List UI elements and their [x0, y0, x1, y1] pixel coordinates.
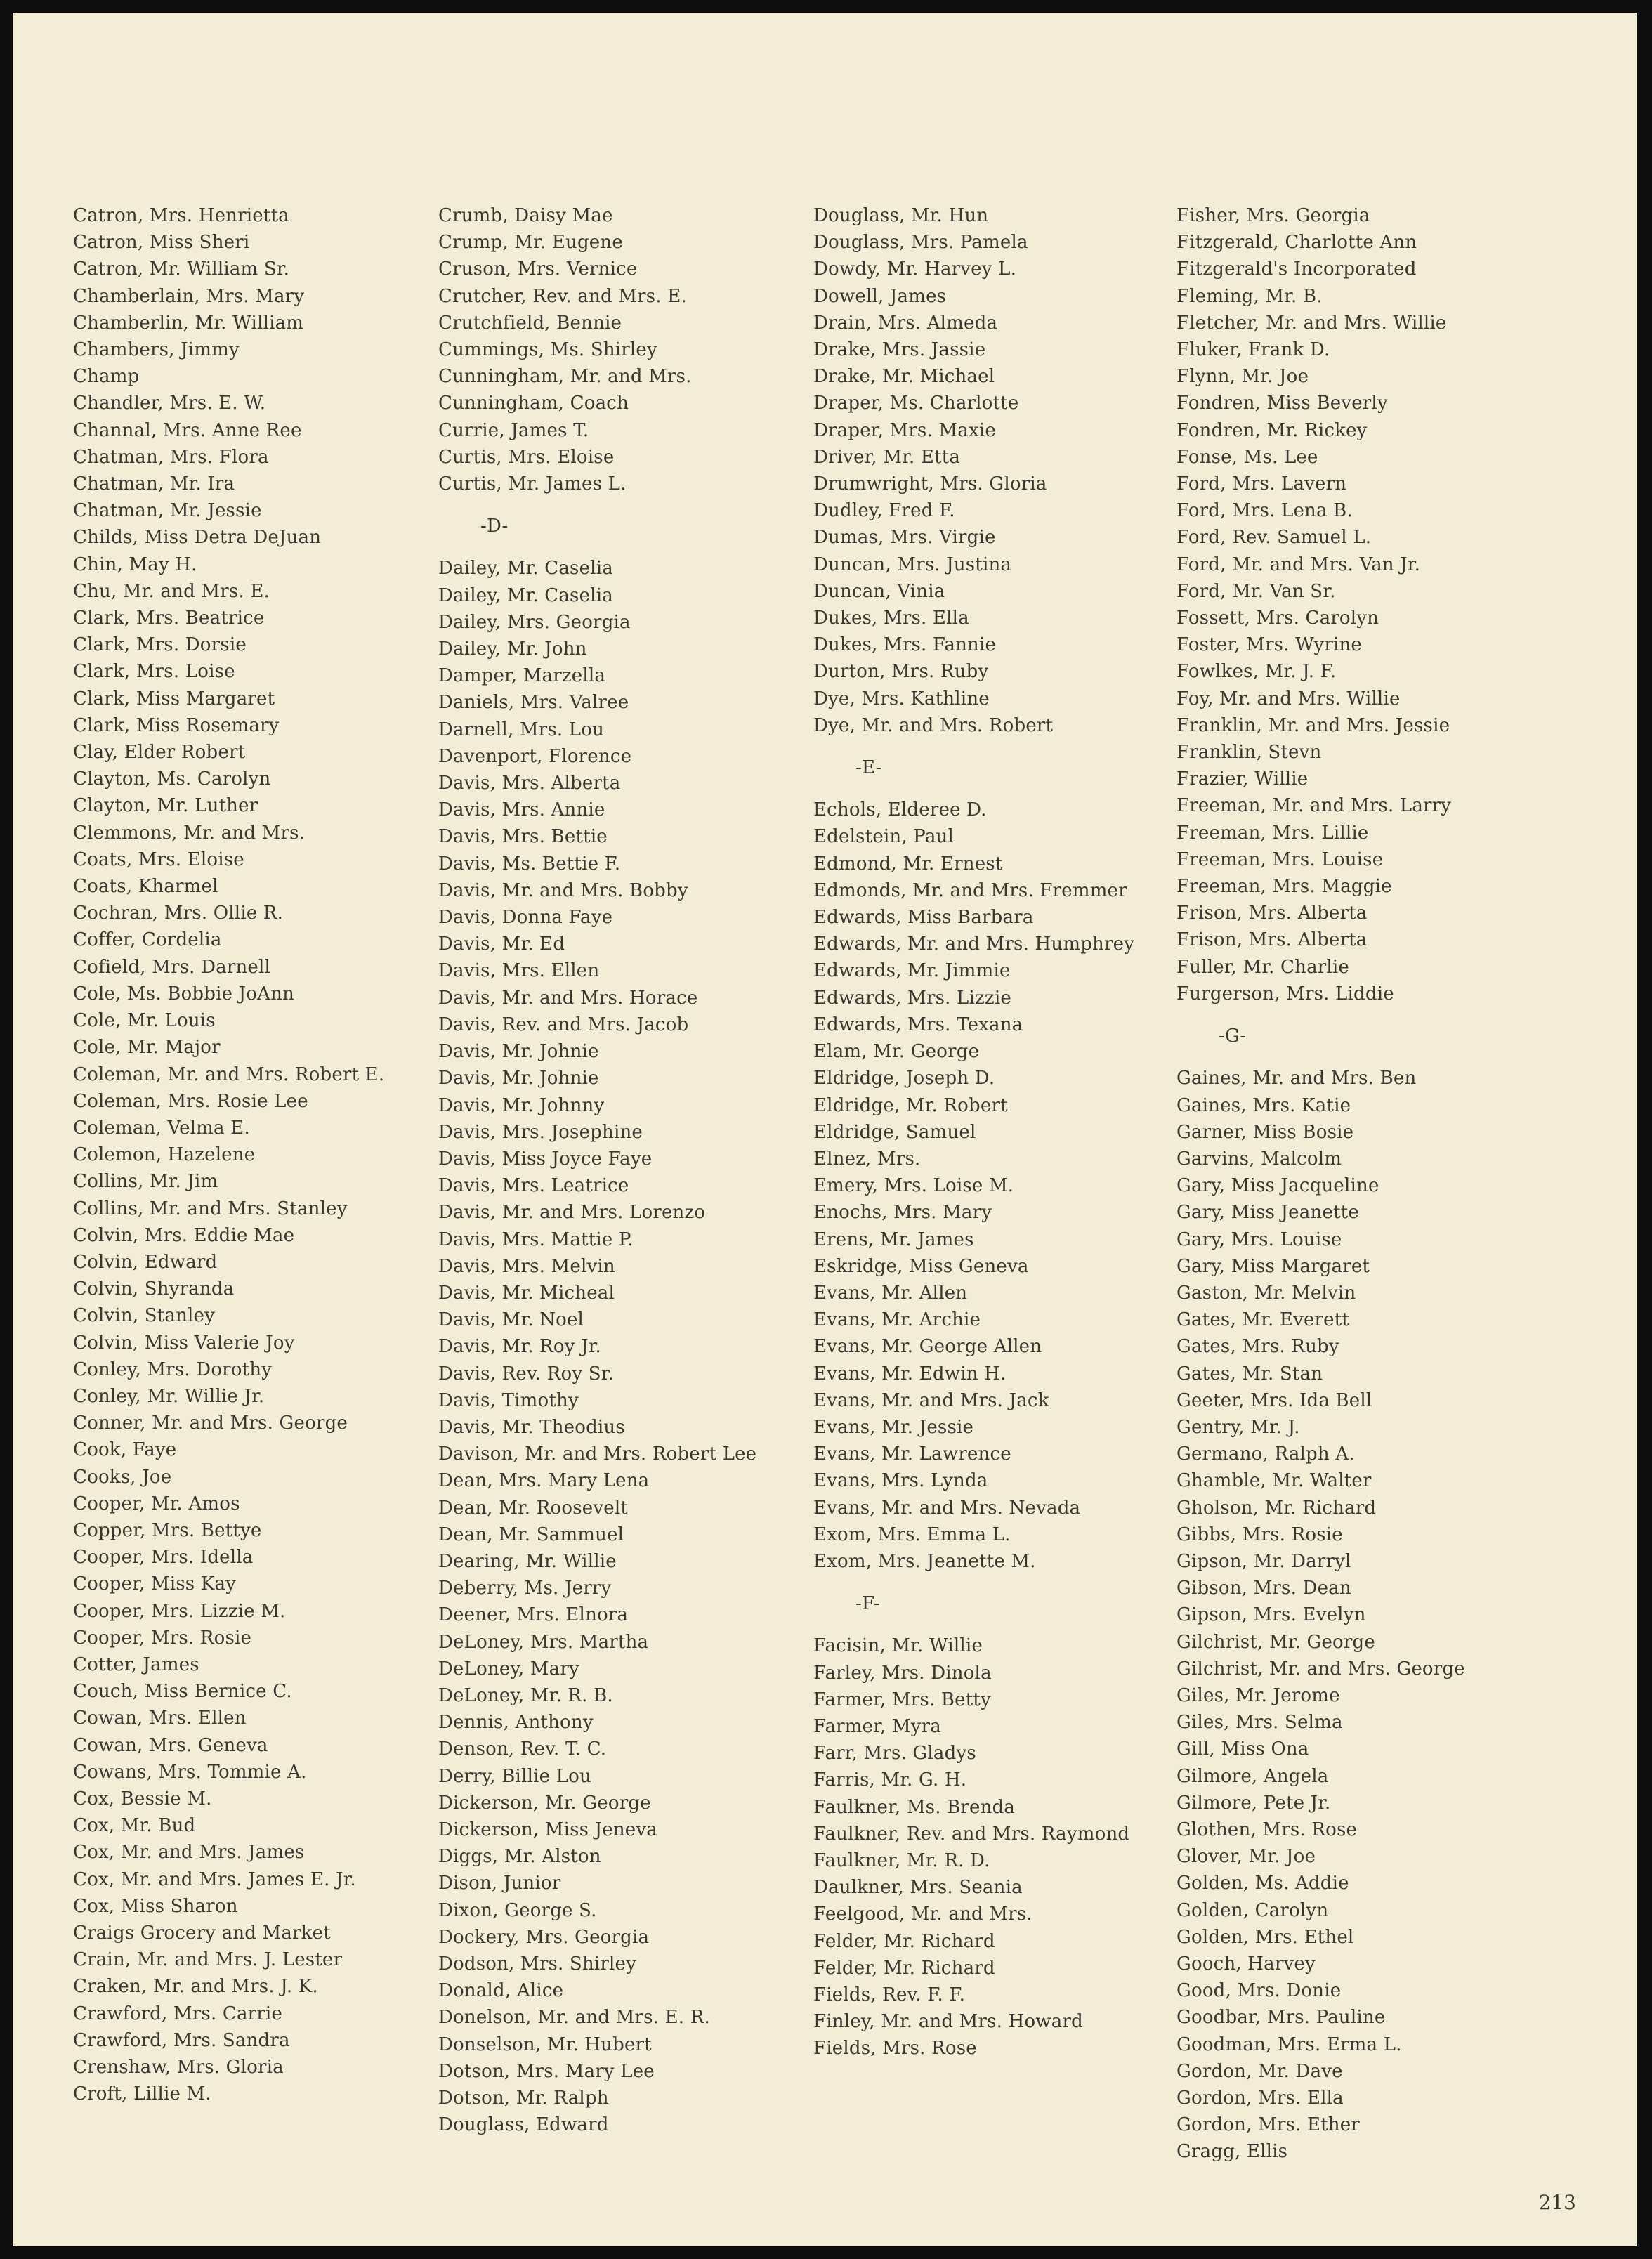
directory-entry: Cook, Faye	[73, 1439, 177, 1461]
directory-entry: Drake, Mrs. Jassie	[813, 339, 986, 361]
directory-entry: Faulkner, Ms. Brenda	[813, 1796, 1016, 1818]
directory-entry: Daniels, Mrs. Valree	[438, 692, 629, 714]
directory-entry: Davis, Mrs. Leatrice	[438, 1175, 629, 1197]
directory-entry: Conley, Mrs. Dorothy	[73, 1358, 273, 1380]
directory-entry: Cunningham, Mr. and Mrs.	[438, 366, 692, 388]
directory-entry: Edwards, Miss Barbara	[813, 907, 1034, 929]
directory-entry: Franklin, Stevn	[1176, 742, 1322, 764]
directory-entry: Cooper, Mr. Amos	[73, 1493, 240, 1514]
directory-entry: Coleman, Velma E.	[73, 1117, 250, 1139]
name-column-3	[813, 202, 1150, 2062]
directory-entry: Cunningham, Coach	[438, 393, 629, 414]
directory-entry: Chambers, Jimmy	[73, 339, 240, 361]
directory-entry: Dumas, Mrs. Virgie	[813, 527, 996, 549]
directory-entry: Farmer, Myra	[813, 1715, 941, 1737]
directory-entry: Deberry, Ms. Jerry	[438, 1578, 612, 1599]
directory-entry: Colvin, Miss Valerie Joy	[73, 1332, 295, 1354]
name-column-2	[438, 202, 775, 2138]
directory-entry: Crawford, Mrs. Sandra	[73, 2029, 290, 2051]
directory-entry: Gaston, Mr. Melvin	[1176, 1282, 1356, 1304]
directory-entry: Cooper, Mrs. Lizzie M.	[73, 1600, 286, 1622]
directory-entry: Cox, Miss Sharon	[73, 1895, 238, 1917]
directory-entry: Dean, Mr. Sammuel	[438, 1524, 624, 1545]
directory-entry: Douglass, Mrs. Pamela	[813, 232, 1028, 254]
directory-entry: Coffer, Cordelia	[73, 929, 222, 951]
directory-entry: Glover, Mr. Joe	[1176, 1846, 1316, 1868]
directory-entry: Feelgood, Mr. and Mrs.	[813, 1904, 1032, 1925]
directory-entry: Clayton, Mr. Luther	[73, 795, 258, 817]
directory-entry: Colemon, Hazelene	[73, 1144, 256, 1166]
directory-entry: Exom, Mrs. Emma L.	[813, 1524, 1011, 1545]
directory-entry: Dailey, Mrs. Georgia	[438, 611, 631, 633]
directory-entry: Fitzgerald's Incorporated	[1176, 258, 1417, 280]
directory-entry: Giles, Mrs. Selma	[1176, 1712, 1343, 1734]
directory-entry: Freeman, Mrs. Louise	[1176, 849, 1384, 870]
directory-entry: Golden, Mrs. Ethel	[1176, 1926, 1354, 1948]
directory-entry: Evans, Mr. and Mrs. Jack	[813, 1389, 1049, 1411]
directory-entry: Dowdy, Mr. Harvey L.	[813, 258, 1017, 280]
directory-entry: Coats, Kharmel	[73, 876, 218, 898]
directory-entry: Chin, May H.	[73, 554, 197, 575]
directory-entry: Finley, Mr. and Mrs. Howard	[813, 2011, 1083, 2033]
directory-entry: Davis, Rev. Roy Sr.	[438, 1363, 614, 1384]
directory-entry: Crenshaw, Mrs. Gloria	[73, 2057, 284, 2078]
directory-entry: Davis, Mrs. Alberta	[438, 773, 621, 794]
directory-entry: Crawford, Mrs. Carrie	[73, 2003, 283, 2024]
directory-entry: Draper, Ms. Charlotte	[813, 393, 1019, 414]
directory-entry: Dye, Mrs. Kathline	[813, 688, 990, 709]
directory-entry: Chatman, Mr. Ira	[73, 473, 235, 495]
directory-entry: Foster, Mrs. Wyrine	[1176, 634, 1362, 656]
directory-entry: Davis, Mr. Johnny	[438, 1094, 605, 1116]
directory-entry: Gilchrist, Mr. George	[1176, 1631, 1375, 1653]
directory-entry: Exom, Mrs. Jeanette M.	[813, 1550, 1036, 1572]
directory-entry: Dotson, Mrs. Mary Lee	[438, 2060, 655, 2082]
directory-entry: Darnell, Mrs. Lou	[438, 719, 605, 740]
directory-entry: Cowan, Mrs. Ellen	[73, 1708, 247, 1729]
directory-entry: Glothen, Mrs. Rose	[1176, 1819, 1358, 1840]
directory-entry: Childs, Miss Detra DeJuan	[73, 527, 322, 549]
directory-entry: Gill, Miss Ona	[1176, 1739, 1309, 1760]
directory-entry: Cummings, Ms. Shirley	[438, 339, 657, 361]
directory-entry: Daulkner, Mrs. Seania	[813, 1877, 1023, 1899]
directory-entry: Gilmore, Pete Jr.	[1176, 1792, 1331, 1814]
directory-entry: Clark, Mrs. Beatrice	[73, 608, 265, 629]
directory-entry: Faulkner, Mr. R. D.	[813, 1849, 990, 1871]
directory-entry: Clark, Miss Margaret	[73, 688, 275, 709]
directory-entry: Clark, Mrs. Dorsie	[73, 634, 247, 656]
directory-entry: Dison, Junior	[438, 1873, 561, 1894]
directory-entry: Fluker, Frank D.	[1176, 339, 1330, 361]
directory-entry: Channal, Mrs. Anne Ree	[73, 419, 302, 441]
directory-entry: Davis, Ms. Bettie F.	[438, 853, 621, 875]
directory-entry: Cowans, Mrs. Tommie A.	[73, 1761, 307, 1783]
directory-entry: Cooper, Miss Kay	[73, 1573, 237, 1595]
directory-entry: Goodbar, Mrs. Pauline	[1176, 2007, 1386, 2029]
directory-entry: Dockery, Mrs. Georgia	[438, 1926, 650, 1948]
directory-entry: Felder, Mr. Richard	[813, 1930, 995, 1952]
directory-entry: Davenport, Florence	[438, 745, 632, 767]
directory-entry: Dailey, Mr. Caselia	[438, 584, 613, 606]
directory-entry: Catron, Miss Sheri	[73, 232, 250, 254]
directory-entry: Fowlkes, Mr. J. F.	[1176, 661, 1337, 683]
directory-entry: Donald, Alice	[438, 1980, 564, 2002]
directory-entry: Dean, Mrs. Mary Lena	[438, 1470, 650, 1492]
directory-entry: Gates, Mr. Stan	[1176, 1363, 1323, 1384]
directory-entry: Ghamble, Mr. Walter	[1176, 1470, 1372, 1492]
directory-entry: Fossett, Mrs. Carolyn	[1176, 608, 1379, 629]
directory-entry: Davis, Timothy	[438, 1389, 579, 1411]
directory-entry: Gholson, Mr. Richard	[1176, 1497, 1377, 1519]
directory-entry: Furgerson, Mrs. Liddie	[1176, 983, 1394, 1004]
directory-entry: Davis, Mrs. Ellen	[438, 960, 600, 982]
directory-entry: Conley, Mr. Willie Jr.	[73, 1385, 265, 1407]
directory-entry: Cox, Mr. and Mrs. James E. Jr.	[73, 1868, 356, 1890]
directory-entry: DeLoney, Mr. R. B.	[438, 1684, 613, 1706]
directory-entry: Gary, Miss Margaret	[1176, 1255, 1370, 1277]
directory-entry: Edelstein, Paul	[813, 826, 954, 848]
directory-entry: Collins, Mr. Jim	[73, 1171, 218, 1193]
directory-entry: Gooch, Harvey	[1176, 1953, 1316, 1975]
page-number: 213	[1538, 2191, 1576, 2214]
directory-entry: Farr, Mrs. Gladys	[813, 1743, 976, 1764]
directory-entry: Crutcher, Rev. and Mrs. E.	[438, 285, 687, 307]
directory-entry: Edwards, Mr. and Mrs. Humphrey	[813, 934, 1135, 955]
directory-entry: Dailey, Mr. John	[438, 639, 587, 660]
directory-entry: Gipson, Mrs. Evelyn	[1176, 1604, 1366, 1626]
directory-entry: Gary, Miss Jacqueline	[1176, 1175, 1379, 1197]
directory-entry: Cox, Bessie M.	[73, 1788, 212, 1809]
directory-entry: Dennis, Anthony	[438, 1712, 594, 1734]
directory-entry: Duncan, Vinia	[813, 580, 945, 602]
directory-entry: Clayton, Ms. Carolyn	[73, 768, 271, 790]
directory-entry: Croft, Lillie M.	[73, 2083, 211, 2105]
directory-entry: Champ	[73, 366, 140, 388]
directory-entry: Evans, Mrs. Lynda	[813, 1470, 988, 1492]
directory-entry: Colvin, Shyranda	[73, 1278, 235, 1300]
directory-entry: Crump, Mr. Eugene	[438, 232, 623, 254]
directory-entry: Colvin, Stanley	[73, 1305, 216, 1327]
directory-entry: Fitzgerald, Charlotte Ann	[1176, 232, 1417, 254]
directory-entry: Dickerson, Mr. George	[438, 1792, 651, 1814]
directory-entry: Colvin, Mrs. Eddie Mae	[73, 1224, 295, 1246]
directory-entry: Goodman, Mrs. Erma L.	[1176, 2034, 1402, 2055]
directory-entry: Davison, Mr. and Mrs. Robert Lee	[438, 1443, 757, 1465]
directory-entry: Ford, Mr. Van Sr.	[1176, 580, 1336, 602]
directory-entry: Crutchfield, Bennie	[438, 312, 622, 334]
directory-entry: Damper, Marzella	[438, 665, 606, 687]
directory-entry: Colvin, Edward	[73, 1251, 218, 1273]
directory-entry: Coleman, Mrs. Rosie Lee	[73, 1090, 308, 1112]
directory-entry: Franklin, Mr. and Mrs. Jessie	[1176, 714, 1450, 736]
directory-entry: Edmonds, Mr. and Mrs. Fremmer	[813, 879, 1127, 901]
directory-entry: Collins, Mr. and Mrs. Stanley	[73, 1198, 348, 1219]
directory-entry: Cole, Ms. Bobbie JoAnn	[73, 983, 295, 1004]
directory-entry: Evans, Mr. Archie	[813, 1309, 981, 1331]
directory-entry: Golden, Carolyn	[1176, 1899, 1329, 1921]
directory-entry: Dotson, Mr. Ralph	[438, 2088, 609, 2109]
directory-entry: Coleman, Mr. and Mrs. Robert E.	[73, 1063, 385, 1085]
directory-entry: Foy, Mr. and Mrs. Willie	[1176, 688, 1401, 709]
directory-entry: Clemmons, Mr. and Mrs.	[73, 822, 306, 844]
directory-entry: Frison, Mrs. Alberta	[1176, 903, 1368, 924]
directory-entry: Dean, Mr. Roosevelt	[438, 1497, 628, 1519]
directory-entry: Ford, Mrs. Lavern	[1176, 473, 1347, 495]
directory-entry: Davis, Mrs. Bettie	[438, 826, 608, 848]
directory-entry: Davis, Mr. Roy Jr.	[438, 1336, 601, 1358]
directory-entry: Fisher, Mrs. Georgia	[1176, 205, 1370, 226]
directory-entry: Freeman, Mr. and Mrs. Larry	[1176, 795, 1452, 817]
directory-entry: Currie, James T.	[438, 419, 589, 441]
directory-entry: Donselson, Mr. Hubert	[438, 2034, 652, 2055]
directory-entry: Dixon, George S.	[438, 1899, 597, 1921]
directory-entry: Eldridge, Mr. Robert	[813, 1094, 1008, 1116]
directory-entry: Eskridge, Miss Geneva	[813, 1255, 1029, 1277]
directory-entry: Fields, Mrs. Rose	[813, 2038, 977, 2060]
directory-entry: Emery, Mrs. Loise M.	[813, 1175, 1014, 1197]
directory-entry: Fletcher, Mr. and Mrs. Willie	[1176, 312, 1447, 334]
directory-entry: Fleming, Mr. B.	[1176, 285, 1323, 307]
directory-entry: Gragg, Ellis	[1176, 2141, 1288, 2163]
directory-entry: Farmer, Mrs. Betty	[813, 1689, 991, 1710]
directory-entry: Chamberlain, Mrs. Mary	[73, 285, 305, 307]
directory-entry: Gates, Mrs. Ruby	[1176, 1336, 1339, 1358]
directory-entry: Crumb, Daisy Mae	[438, 205, 613, 226]
directory-entry: Erens, Mr. James	[813, 1229, 974, 1250]
directory-entry: Gary, Miss Jeanette	[1176, 1202, 1359, 1224]
directory-entry: Evans, Mr. Jessie	[813, 1416, 974, 1438]
directory-entry: Giles, Mr. Jerome	[1176, 1684, 1340, 1706]
directory-entry: Dodson, Mrs. Shirley	[438, 1953, 637, 1975]
directory-entry: Gaines, Mrs. Katie	[1176, 1094, 1351, 1116]
directory-entry: Gordon, Mrs. Ella	[1176, 2088, 1344, 2109]
directory-entry: Garner, Miss Bosie	[1176, 1121, 1354, 1143]
directory-entry: Cowan, Mrs. Geneva	[73, 1734, 268, 1756]
directory-entry: Gibbs, Mrs. Rosie	[1176, 1524, 1343, 1545]
directory-entry: Fondren, Miss Beverly	[1176, 393, 1388, 414]
directory-entry: Chandler, Mrs. E. W.	[73, 393, 266, 414]
directory-entry: Edwards, Mr. Jimmie	[813, 960, 1011, 982]
directory-entry: Chatman, Mrs. Flora	[73, 446, 269, 468]
directory-entry: Farley, Mrs. Dinola	[813, 1662, 992, 1684]
directory-entry: Conner, Mr. and Mrs. George	[73, 1413, 348, 1434]
directory-entry: Chatman, Mr. Jessie	[73, 500, 262, 522]
directory-entry: Felder, Mr. Richard	[813, 1957, 995, 1979]
directory-entry: Gibson, Mrs. Dean	[1176, 1578, 1351, 1599]
directory-entry: Gordon, Mr. Dave	[1176, 2060, 1343, 2082]
directory-entry: Elnez, Mrs.	[813, 1148, 921, 1170]
directory-entry: Fuller, Mr. Charlie	[1176, 956, 1350, 978]
directory-entry: Durton, Mrs. Ruby	[813, 661, 989, 683]
directory-entry: Davis, Mr. Micheal	[438, 1282, 615, 1304]
directory-entry: Clay, Elder Robert	[73, 742, 246, 764]
directory-entry: Enochs, Mrs. Mary	[813, 1202, 992, 1224]
directory-entry: Davis, Mr. and Mrs. Bobby	[438, 879, 688, 901]
name-column-1	[73, 202, 410, 2107]
directory-entry: Evans, Mr. Lawrence	[813, 1443, 1011, 1465]
directory-entry: Davis, Mrs. Josephine	[438, 1121, 643, 1143]
directory-entry: Coats, Mrs. Eloise	[73, 849, 244, 870]
directory-entry: Douglass, Edward	[438, 2114, 609, 2136]
directory-entry: Chu, Mr. and Mrs. E.	[73, 580, 270, 602]
directory-entry: Cooks, Joe	[73, 1466, 172, 1488]
directory-entry: Germano, Ralph A.	[1176, 1443, 1355, 1465]
directory-entry: Evans, Mr. and Mrs. Nevada	[813, 1497, 1081, 1519]
directory-entry: Duncan, Mrs. Justina	[813, 554, 1012, 575]
directory-entry: Cofield, Mrs. Darnell	[73, 956, 271, 978]
directory-entry: Davis, Mr. Johnie	[438, 1041, 599, 1063]
directory-entry: Frison, Mrs. Alberta	[1176, 929, 1368, 951]
directory-entry: Derry, Billie Lou	[438, 1765, 591, 1787]
directory-entry: Cochran, Mrs. Ollie R.	[73, 903, 284, 924]
directory-entry: Evans, Mr. Allen	[813, 1282, 968, 1304]
directory-entry: Echols, Elderee D.	[813, 799, 987, 821]
directory-entry: Dowell, James	[813, 285, 947, 307]
directory-entry: Couch, Miss Bernice C.	[73, 1681, 292, 1703]
directory-entry: Freeman, Mrs. Maggie	[1176, 876, 1392, 898]
directory-entry: Clark, Mrs. Loise	[73, 661, 235, 683]
directory-entry: Ford, Mrs. Lena B.	[1176, 500, 1353, 522]
directory-entry: Gilchrist, Mr. and Mrs. George	[1176, 1658, 1465, 1679]
directory-entry: Davis, Mr. Noel	[438, 1309, 584, 1331]
directory-entry: Gordon, Mrs. Ether	[1176, 2114, 1360, 2136]
directory-entry: Good, Mrs. Donie	[1176, 1980, 1342, 2002]
directory-entry: Cox, Mr. Bud	[73, 1815, 196, 1837]
directory-entry: Farris, Mr. G. H.	[813, 1769, 967, 1791]
directory-entry: Drumwright, Mrs. Gloria	[813, 473, 1047, 495]
section-letter-heading: -F-	[855, 1593, 881, 1615]
directory-entry: Dickerson, Miss Jeneva	[438, 1819, 657, 1840]
directory-entry: Curtis, Mrs. Eloise	[438, 446, 615, 468]
directory-entry: Craigs Grocery and Market	[73, 1923, 331, 1944]
directory-entry: Crain, Mr. and Mrs. J. Lester	[73, 1949, 343, 1971]
directory-page	[13, 13, 1637, 2246]
directory-entry: Flynn, Mr. Joe	[1176, 366, 1309, 388]
directory-entry: Edmond, Mr. Ernest	[813, 853, 1003, 875]
directory-entry: Cox, Mr. and Mrs. James	[73, 1842, 305, 1864]
directory-entry: DeLoney, Mrs. Martha	[438, 1631, 649, 1653]
name-column-4	[1176, 202, 1626, 2166]
directory-entry: Gates, Mr. Everett	[1176, 1309, 1350, 1331]
directory-entry: Davis, Mr. Johnie	[438, 1068, 599, 1089]
directory-entry: Ford, Rev. Samuel L.	[1176, 527, 1372, 549]
directory-entry: Gentry, Mr. J.	[1176, 1416, 1300, 1438]
directory-entry: Gary, Mrs. Louise	[1176, 1229, 1342, 1250]
directory-entry: Dukes, Mrs. Ella	[813, 608, 969, 629]
directory-entry: Dudley, Fred F.	[813, 500, 955, 522]
directory-entry: Davis, Mrs. Annie	[438, 799, 605, 821]
directory-entry: DeLoney, Mary	[438, 1658, 579, 1679]
directory-entry: Edwards, Mrs. Texana	[813, 1014, 1023, 1035]
section-letter-heading: -E-	[855, 757, 882, 779]
directory-entry: Fondren, Mr. Rickey	[1176, 419, 1368, 441]
directory-entry: Garvins, Malcolm	[1176, 1148, 1342, 1170]
directory-entry: Drake, Mr. Michael	[813, 366, 995, 388]
directory-entry: Catron, Mr. William Sr.	[73, 258, 290, 280]
directory-entry: Davis, Mr. Ed	[438, 934, 565, 955]
directory-entry: Fonse, Ms. Lee	[1176, 446, 1318, 468]
directory-entry: Clark, Miss Rosemary	[73, 714, 280, 736]
directory-entry: Davis, Mr. and Mrs. Lorenzo	[438, 1202, 706, 1224]
directory-entry: Eldridge, Joseph D.	[813, 1068, 995, 1089]
directory-entry: Drain, Mrs. Almeda	[813, 312, 998, 334]
directory-entry: Davis, Mr. Theodius	[438, 1416, 625, 1438]
directory-entry: Dailey, Mr. Caselia	[438, 558, 613, 580]
directory-entry: Douglass, Mr. Hun	[813, 205, 989, 226]
directory-entry: Gaines, Mr. and Mrs. Ben	[1176, 1068, 1417, 1089]
directory-entry: Curtis, Mr. James L.	[438, 473, 627, 495]
directory-entry: Denson, Rev. T. C.	[438, 1739, 607, 1760]
directory-entry: Cole, Mr. Major	[73, 1037, 221, 1059]
directory-entry: Faulkner, Rev. and Mrs. Raymond	[813, 1823, 1130, 1845]
directory-entry: Cruson, Mrs. Vernice	[438, 258, 638, 280]
directory-entry: Eldridge, Samuel	[813, 1121, 976, 1143]
directory-entry: Frazier, Willie	[1176, 768, 1309, 790]
directory-entry: Gilmore, Angela	[1176, 1765, 1329, 1787]
directory-entry: Catron, Mrs. Henrietta	[73, 205, 289, 226]
directory-entry: Evans, Mr. Edwin H.	[813, 1363, 1007, 1384]
directory-entry: Golden, Ms. Addie	[1176, 1873, 1349, 1894]
directory-entry: Davis, Mrs. Melvin	[438, 1255, 615, 1277]
directory-entry: Dye, Mr. and Mrs. Robert	[813, 714, 1054, 736]
directory-entry: Davis, Mrs. Mattie P.	[438, 1229, 634, 1250]
directory-entry: Facisin, Mr. Willie	[813, 1635, 983, 1657]
directory-entry: Freeman, Mrs. Lillie	[1176, 822, 1369, 844]
directory-entry: Diggs, Mr. Alston	[438, 1846, 601, 1868]
directory-entry: Cooper, Mrs. Idella	[73, 1547, 254, 1569]
directory-entry: Copper, Mrs. Bettye	[73, 1519, 262, 1541]
directory-entry: Davis, Miss Joyce Faye	[438, 1148, 653, 1170]
directory-entry: Cooper, Mrs. Rosie	[73, 1627, 252, 1649]
directory-entry: Cotter, James	[73, 1654, 199, 1675]
directory-entry: Chamberlin, Mr. William	[73, 312, 304, 334]
directory-entry: Draper, Mrs. Maxie	[813, 419, 996, 441]
directory-entry: Elam, Mr. George	[813, 1041, 980, 1063]
section-letter-heading: -G-	[1219, 1026, 1247, 1047]
directory-entry: Fields, Rev. F. F.	[813, 1984, 966, 2005]
directory-entry: Cole, Mr. Louis	[73, 1010, 216, 1032]
directory-entry: Geeter, Mrs. Ida Bell	[1176, 1389, 1372, 1411]
directory-entry: Donelson, Mr. and Mrs. E. R.	[438, 2007, 710, 2029]
directory-entry: Craken, Mr. and Mrs. J. K.	[73, 1976, 318, 1998]
directory-entry: Deener, Mrs. Elnora	[438, 1604, 629, 1626]
directory-entry: Dukes, Mrs. Fannie	[813, 634, 997, 656]
directory-entry: Driver, Mr. Etta	[813, 446, 961, 468]
section-letter-heading: -D-	[480, 516, 509, 537]
directory-entry: Dearing, Mr. Willie	[438, 1550, 617, 1572]
directory-entry: Edwards, Mrs. Lizzie	[813, 987, 1011, 1009]
directory-entry: Davis, Rev. and Mrs. Jacob	[438, 1014, 689, 1035]
directory-entry: Davis, Donna Faye	[438, 907, 613, 929]
directory-entry: Ford, Mr. and Mrs. Van Jr.	[1176, 554, 1421, 575]
directory-entry: Davis, Mr. and Mrs. Horace	[438, 987, 698, 1009]
directory-entry: Evans, Mr. George Allen	[813, 1336, 1042, 1358]
directory-entry: Gipson, Mr. Darryl	[1176, 1550, 1351, 1572]
